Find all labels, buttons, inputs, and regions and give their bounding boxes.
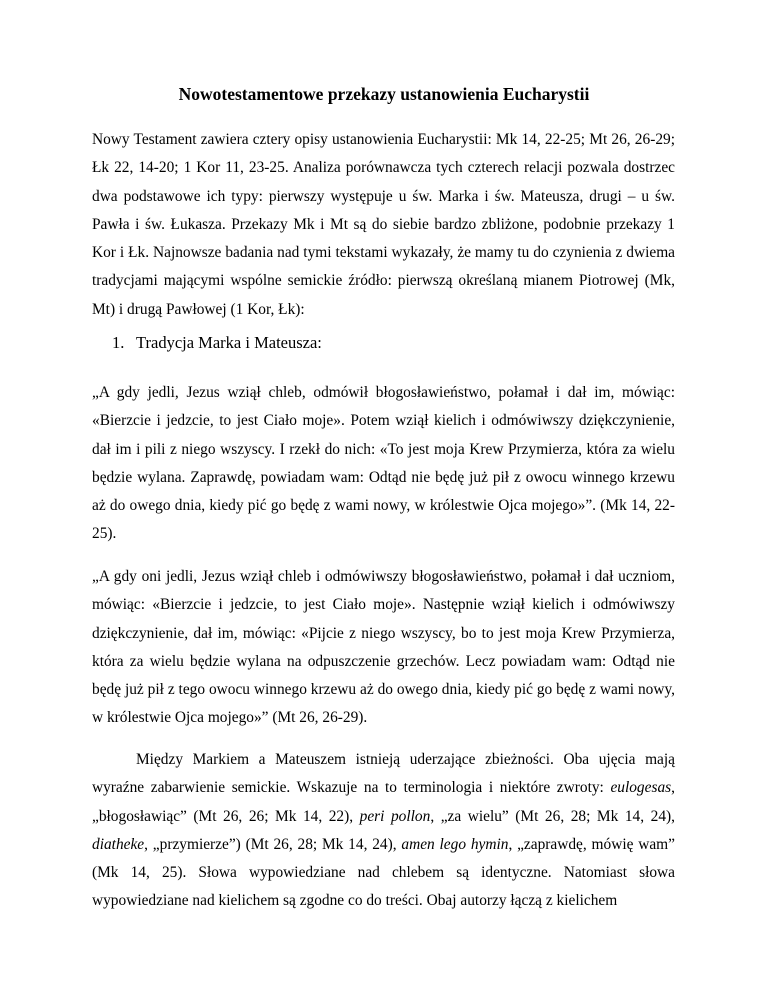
document-title: Nowotestamentowe przekazy ustanowienia Eucharystii	[178, 84, 590, 104]
analysis-text-2: , „błogosławiąc” (Mt 26, 26; Mk 14, 22),	[92, 779, 675, 825]
term-diatheke: diatheke	[92, 835, 145, 853]
analysis-text-3: , „za wielu” (Mt 26, 28; Mk 14, 24),	[430, 807, 675, 825]
section-number: 1.	[112, 333, 125, 352]
term-peri-pollon: peri pollon	[359, 807, 431, 825]
quote-mark-paragraph: „A gdy jedli, Jezus wziął chleb, odmówił błogosławieństwo, połamał i dał im, mówiąc: «Bierzcie i jedzcie, to jest Ciało moje». Potem wziął kielich i odmówiwszy dziękczynienie, dał im i pili z niego wszyscy. I rzekł do nich: «To jest moja Krew Przymierza, która za wielu będzie wylana. Zaprawdę, powiadam wam: Odtąd nie będę już pił z owocu winnego krzewu aż do owego dnia, kiedy pić go będę z wami nowy, w królestwie Ojca mojego»”. (Mk 14, 22-25).	[92, 384, 675, 543]
quote-matthew-paragraph: „A gdy oni jedli, Jezus wziął chleb i odmówiwszy błogosławieństwo, połamał i dał uczniom, mówiąc: «Bierzcie i jedzcie, to jest Ciało moje». Następnie wziął kielich i odmówiwszy dziękczynienie, dał im, mówiąc: «Pijcie z niego wszyscy, bo to jest moja Krew Przymierza, która za wielu będzie wylana na odpuszczenie grzechów. Lecz powiadam wam: Odtąd nie będę już pił z tego owocu winnego krzewu aż do owego dnia, kiedy pić go będę z wami nowy, w królestwie Ojca mojego»” (Mt 26, 26-29).	[92, 568, 675, 727]
intro-paragraph: Nowy Testament zawiera cztery opisy ustanowienia Eucharystii: Mk 14, 22-25; Mt 26, 26-29; Łk 22, 14-20; 1 Kor 11, 23-25. Analiza porównawcza tych czterech relacji pozwala dostrzec dwa podstawowe ich typy: pierwszy występuje u św. Marka i św. Mateusza, drugi – u św. Pawła i św. Łukasza. Przekazy Mk i Mt są do siebie bardzo zbliżone, podobnie przekazy 1 Kor i Łk. Najnowsze badania nad tymi tekstami wykazały, że mamy tu do czynienia z dwiema tradycjami mającymi wspólne semickie źródło: pierwszą określaną mianem Piotrowej (Mk, Mt) i drugą Pawłowej (1 Kor, Łk):	[92, 131, 675, 318]
analysis-text-4: , „przymierze”) (Mt 26, 28; Mk 14, 24),	[144, 835, 402, 853]
analysis-paragraph	[92, 746, 675, 916]
section-heading	[112, 331, 322, 355]
section-title: Tradycja Marka i Mateusza:	[136, 333, 322, 352]
analysis-text-1: Między Markiem a Mateuszem istnieją uderzające zbieżności. Oba ujęcia mają wyraźne zabarwienie semickie. Wskazuje na to terminologia i niektóre zwroty:	[92, 751, 675, 797]
analysis-text-5: , „zaprawdę, mówię wam” (Mk 14, 25). Słowa wypowiedziane nad chlebem są identyczne. Natomiast słowa wypowiedziane nad kielichem są zgodne co do treści. Obaj autorzy łączą z kielichem	[92, 835, 675, 910]
term-amen-lego-hymin: amen lego hymin	[401, 835, 509, 853]
term-eulogesas: eulogesas	[610, 779, 672, 797]
